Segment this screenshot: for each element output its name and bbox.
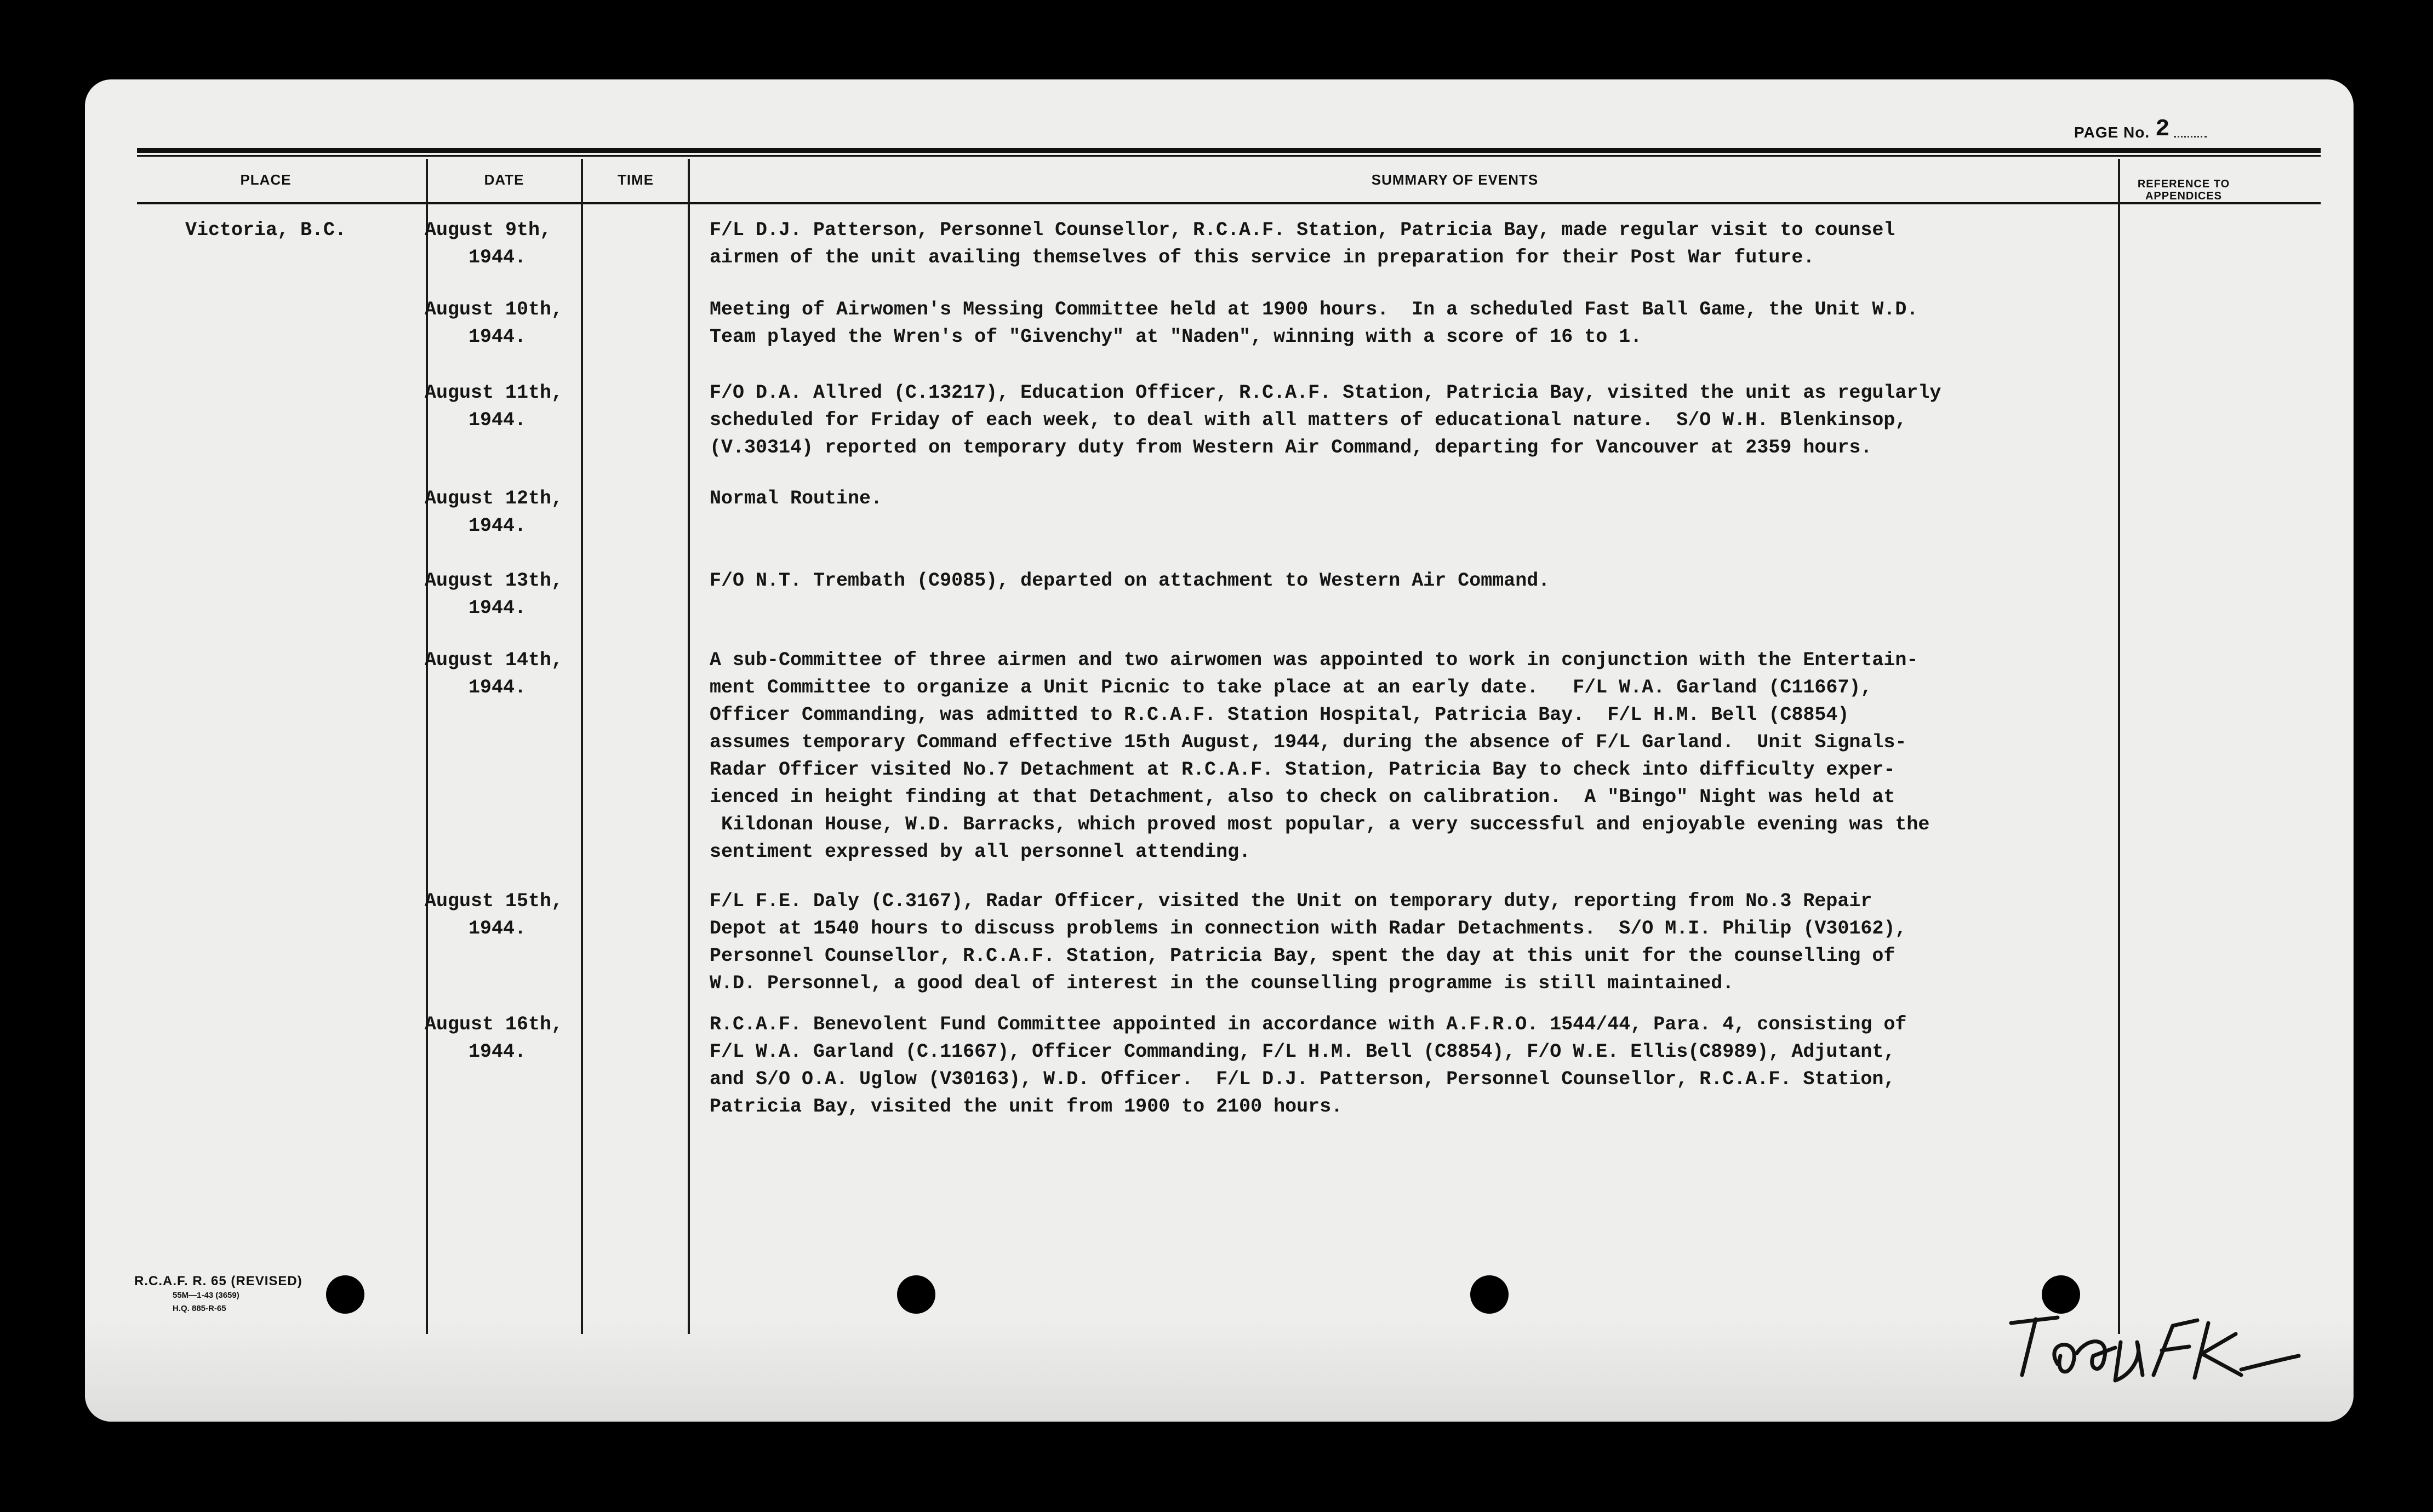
date-cell — [425, 887, 589, 942]
summary-line: F/L F.E. Daly (C.3167), Radar Officer, visited the Unit on temporary duty, reporting from No.3 Repair — [710, 890, 1872, 912]
form-number-line3: H.Q. 885-R-65 — [173, 1304, 226, 1313]
summary-line: W.D. Personnel, a good deal of interest in the counselling programme is still maintained. — [710, 972, 1734, 994]
summary-line: scheduled for Friday of each week, to deal with all matters of educational nature. S/O W.H. Blenkinsop, — [710, 409, 1907, 431]
place-value: Victoria, B.C. — [185, 219, 347, 241]
date-line2: 1944. — [469, 247, 527, 268]
punch-hole — [1470, 1275, 1509, 1314]
date-line2: 1944. — [469, 515, 527, 537]
date-cell — [425, 379, 589, 434]
summary-entry — [710, 485, 882, 512]
date-line2: 1944. — [469, 1041, 527, 1063]
date-line1: August 9th, — [425, 219, 552, 241]
summary-line: sentiment expressed by all personnel attending. — [710, 841, 1251, 863]
page-number-label: PAGE No. — [2074, 124, 2150, 141]
summary-line: Personnel Counsellor, R.C.A.F. Station, Patricia Bay, spent the day at this unit for the counselling of — [710, 945, 1895, 967]
punch-hole — [2042, 1275, 2080, 1314]
date-line1: August 15th, — [425, 890, 563, 912]
form-number-title: R.C.A.F. R. 65 (REVISED) — [134, 1274, 302, 1288]
summary-entry — [710, 887, 1906, 997]
date-line1: August 11th, — [425, 382, 563, 404]
summary-line: Normal Routine. — [710, 488, 883, 509]
date-line2: 1944. — [469, 326, 527, 348]
summary-line: Officer Commanding, was admitted to R.C.A.F. Station Hospital, Patricia Bay. F/L H.M. Bell (C8854) — [710, 704, 1849, 726]
form-number-line2: 55M—1-43 (3659) — [173, 1291, 239, 1300]
date-line1: August 12th, — [425, 488, 563, 509]
punch-hole — [897, 1275, 935, 1314]
summary-entry — [710, 1011, 1906, 1120]
summary-line: F/O D.A. Allred (C.13217), Education Officer, R.C.A.F. Station, Patricia Bay, visited the unit as regularly — [710, 382, 1941, 404]
diary-sheet — [85, 79, 2354, 1422]
summary-line: F/L W.A. Garland (C.11667), Officer Commanding, F/L H.M. Bell (C8854), F/O W.E. Ellis(C8989), Adjutant, — [710, 1041, 1895, 1063]
date-cell — [425, 567, 589, 622]
top-rule-thin — [137, 155, 2321, 157]
page-number — [2074, 118, 2207, 145]
summary-entry — [710, 296, 1918, 351]
date-cell — [425, 296, 589, 351]
summary-line: Depot at 1540 hours to discuss problems in connection with Radar Detachments. S/O M.I. Philip (V30162), — [710, 918, 1907, 940]
date-line2: 1944. — [469, 918, 527, 940]
summary-line: ienced in height finding at that Detachment, also to check on calibration. A "Bingo" Night was held at — [710, 786, 1895, 808]
date-cell — [425, 1011, 589, 1066]
summary-line: Radar Officer visited No.7 Detachment at R.C.A.F. Station, Patricia Bay to check into difficulty exper- — [710, 759, 1895, 781]
summary-entry — [710, 379, 1941, 461]
date-line2: 1944. — [469, 597, 527, 619]
divider-time-summary — [688, 159, 690, 1334]
date-line2: 1944. — [469, 409, 527, 431]
summary-line: Meeting of Airwomen's Messing Committee held at 1900 hours. In a scheduled Fast Ball Game, the Unit W.D. — [710, 299, 1918, 320]
summary-line: and S/O O.A. Uglow (V30163), W.D. Officer. F/L D.J. Patterson, Personnel Counsellor, R.C.A.F. Station, — [710, 1068, 1895, 1090]
summary-line: Kildonan House, W.D. Barracks, which proved most popular, a very successful and enjoyable evening was the — [710, 814, 1930, 835]
form-number — [134, 1274, 302, 1315]
summary-line: ment Committee to organize a Unit Picnic to take place at an early date. F/L W.A. Garland (C11667), — [710, 677, 1872, 698]
date-cell — [425, 216, 589, 271]
column-header-date: DATE — [484, 171, 524, 188]
summary-line: assumes temporary Command effective 15th August, 1944, during the absence of F/L Garland. Unit Signals- — [710, 731, 1907, 753]
date-line1: August 14th, — [425, 649, 563, 671]
summary-line: F/L D.J. Patterson, Personnel Counsellor, R.C.A.F. Station, Patricia Bay, made regular visit to counsel — [710, 219, 1895, 241]
date-line2: 1944. — [469, 677, 527, 698]
summary-line: (V.30314) reported on temporary duty from Western Air Command, departing for Vancouver at 2359 hours. — [710, 437, 1872, 459]
summary-line: R.C.A.F. Benevolent Fund Committee appointed in accordance with A.F.R.O. 1544/44, Para. 4, consisting of — [710, 1013, 1907, 1035]
column-header-summary: SUMMARY OF EVENTS — [1371, 171, 1539, 188]
date-cell — [425, 646, 589, 701]
summary-entry — [710, 216, 1895, 271]
divider-summary-reference — [2118, 159, 2120, 1334]
date-line1: August 13th, — [425, 570, 563, 592]
page-number-dots — [2174, 136, 2207, 138]
summary-line: F/O N.T. Trembath (C9085), departed on attachment to Western Air Command. — [710, 570, 1550, 592]
punch-hole — [326, 1275, 364, 1314]
handwritten-initials-icon — [2006, 1304, 2301, 1389]
date-cell — [425, 485, 589, 540]
date-line1: August 16th, — [425, 1013, 563, 1035]
summary-line: Team played the Wren's of "Givenchy" at "Naden", winning with a score of 16 to 1. — [710, 326, 1642, 348]
summary-line: airmen of the unit availing themselves of this service in preparation for their Post War future. — [710, 247, 1815, 268]
date-line1: August 10th, — [425, 299, 563, 320]
summary-line: Patricia Bay, visited the unit from 1900 to 2100 hours. — [710, 1096, 1343, 1118]
top-rule — [137, 148, 2321, 153]
summary-line: A sub-Committee of three airmen and two airwomen was appointed to work in conjunction with the Entertain- — [710, 649, 1918, 671]
column-header-time: TIME — [617, 171, 654, 188]
summary-entry — [710, 567, 1550, 594]
page-number-value: 2 — [2155, 116, 2171, 143]
column-header-reference: REFERENCE TO APPENDICES — [2137, 178, 2230, 202]
header-rule — [137, 202, 2321, 204]
summary-entry — [710, 646, 1929, 866]
column-header-place: PLACE — [240, 171, 292, 188]
